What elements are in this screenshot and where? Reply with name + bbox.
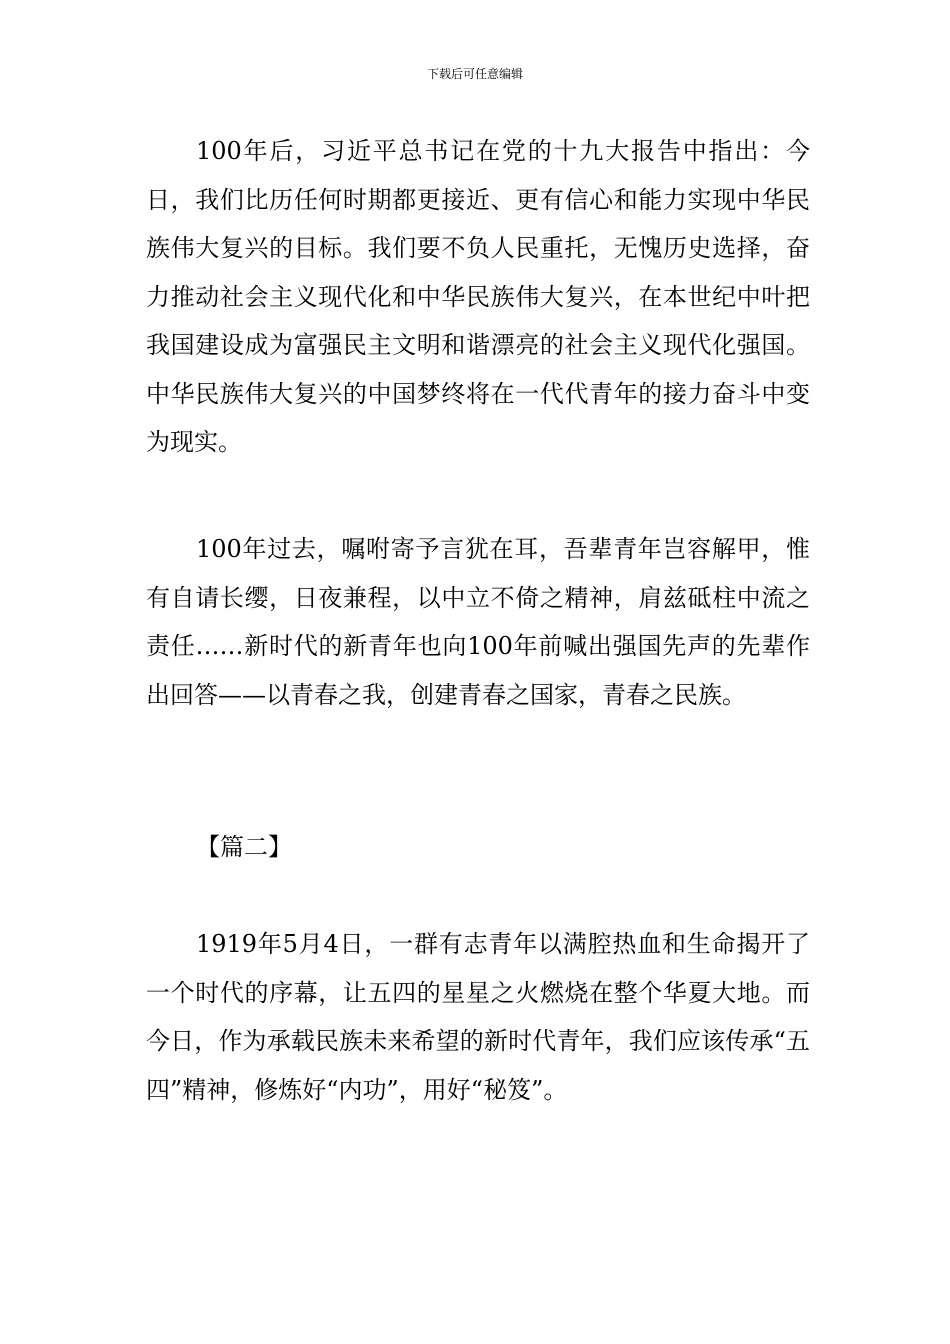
paragraph-2: 100年过去，嘱咐寄予言犹在耳，吾辈青年岂容解甲，惟有自请长缨，日夜兼程，以中立不倚之精神，肩兹砥柱中流之责任……新时代的新青年也向100年前喊出强国先声的先辈作出回答——以青春之我，创建青春之国家，青春之民族。 <box>146 535 810 709</box>
paragraph-1: 100年后，习近平总书记在党的十九大报告中指出：今日，我们比历任何时期都更接近、更有信心和能力实现中华民族伟大复兴的目标。我们要不负人民重托，无愧历史选择，奋力推动社会主义现代化和中华民族伟大复兴，在本世纪中叶把我国建设成为富强民主文明和谐漂亮的社会主义现代化强国。中华民族伟大复兴的中国梦终将在一代代青年的接力奋斗中变为现实。 <box>146 137 810 456</box>
page-header: 下载后可任意编辑 <box>426 67 523 81</box>
paragraph-3: 1919年5月4日，一群有志青年以满腔热血和生命揭开了一个时代的序幕，让五四的星星之火燃烧在整个华夏大地。而今日，作为承载民族未来希望的新时代青年，我们应该传承“五四”精神，修炼好“内功”，用好“秘笈”。 <box>146 930 810 1104</box>
section-heading: 【篇二】 <box>196 833 292 861</box>
